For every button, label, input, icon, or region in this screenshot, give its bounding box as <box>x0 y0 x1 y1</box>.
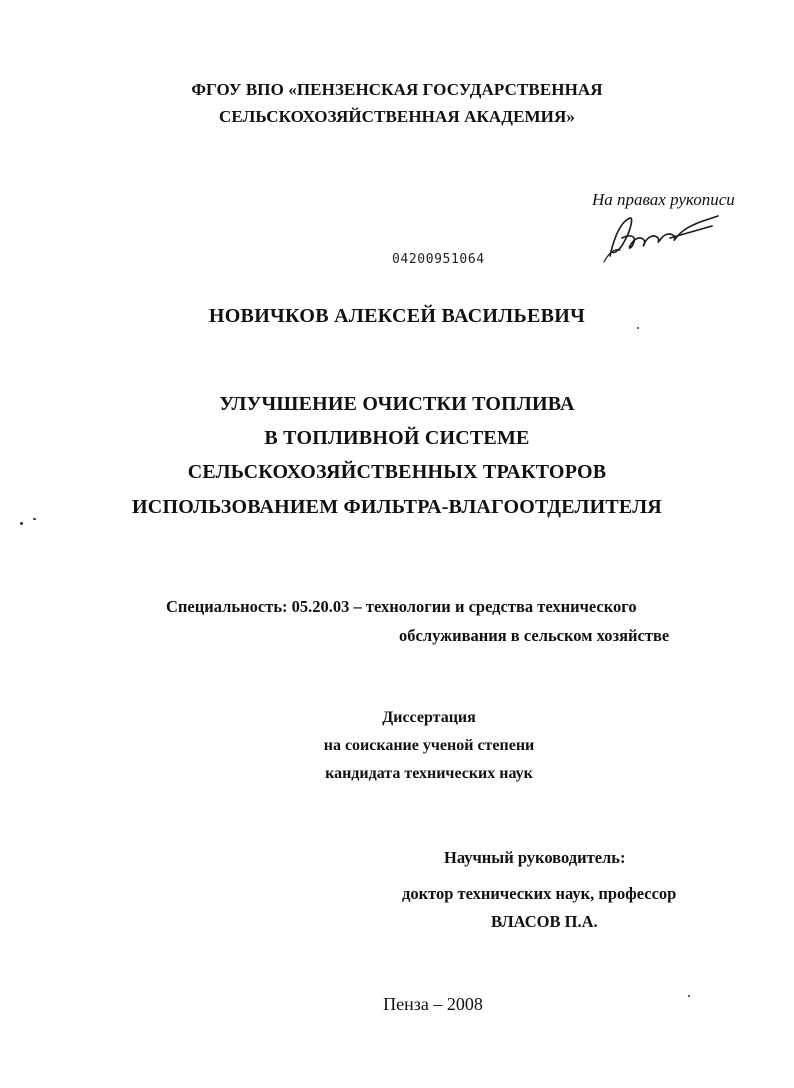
dissertation-label: Диссертация <box>382 709 476 726</box>
scan-speck <box>20 522 23 525</box>
title-line-2: В ТОПЛИВНОЙ СИСТЕМЕ <box>264 427 530 449</box>
institution-line-2: СЕЛЬСКОХОЗЯЙСТВЕННАЯ АКАДЕМИЯ» <box>219 107 575 126</box>
institution-line-1: ФГОУ ВПО «ПЕНЗЕНСКАЯ ГОСУДАРСТВЕННАЯ <box>191 80 603 99</box>
supervisor-degree: доктор технических наук, профессор <box>402 884 677 903</box>
supervisor-heading: Научный руководитель: <box>444 848 626 867</box>
specialty-line-2: обслуживания в сельском хозяйстве <box>399 626 670 645</box>
registration-code: 04200951064 <box>392 252 485 267</box>
author-name: НОВИЧКОВ АЛЕКСЕЙ ВАСИЛЬЕВИЧ <box>208 305 586 327</box>
title-line-1: УЛУЧШЕНИЕ ОЧИСТКИ ТОПЛИВА <box>219 393 575 415</box>
scan-speck <box>33 518 36 520</box>
title-line-4: ИСПОЛЬЗОВАНИЕМ ФИЛЬТРА-ВЛАГООТДЕЛИТЕЛЯ <box>132 496 662 518</box>
place-year: Пенза – 2008 <box>383 994 483 1014</box>
degree-sought: на соискание ученой степени <box>323 737 535 754</box>
title-line-3: СЕЛЬСКОХОЗЯЙСТВЕННЫХ ТРАКТОРОВ <box>187 461 607 483</box>
specialty-line-1: Специальность: 05.20.03 – технологии и средства технического <box>166 597 637 616</box>
supervisor-name: ВЛАСОВ П.А. <box>491 912 598 931</box>
scan-speck <box>637 327 639 329</box>
rights-note: На правах рукописи <box>592 190 735 209</box>
author-signature <box>600 208 730 268</box>
scan-speck <box>688 995 690 997</box>
degree-type: кандидата технических наук <box>325 765 533 782</box>
